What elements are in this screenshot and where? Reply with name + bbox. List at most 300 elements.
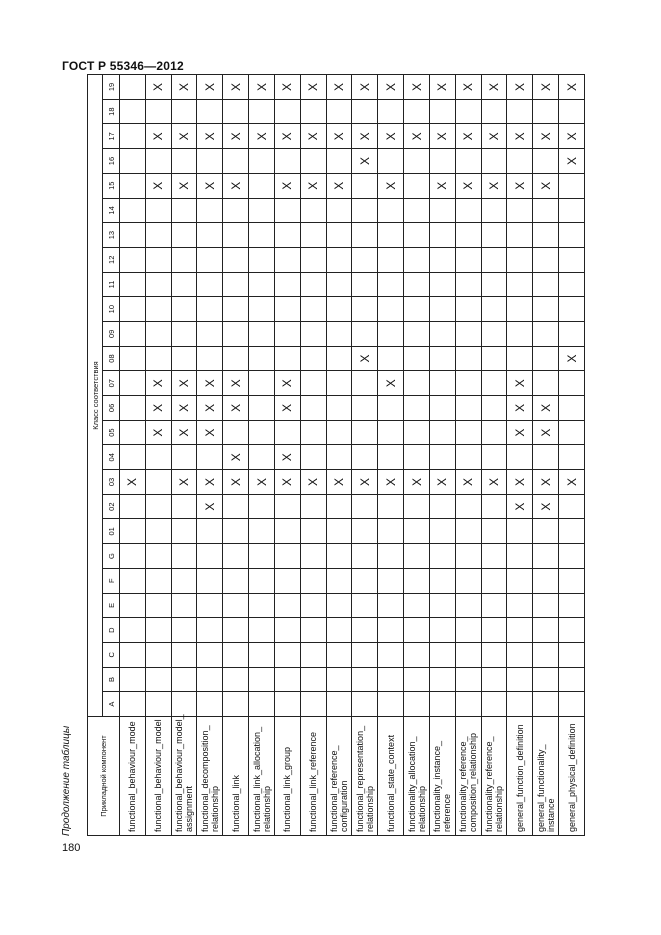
compliance-cell-13: [197, 223, 223, 248]
compliance-cell-09: [481, 322, 507, 347]
compliance-cell-19: [429, 75, 455, 100]
compliance-cell-12: [559, 247, 585, 272]
compliance-cell-A: [171, 692, 197, 717]
compliance-mark: X: [332, 82, 347, 91]
compliance-cell-12: [145, 247, 171, 272]
compliance-cell-E: [404, 593, 430, 618]
compliance-cell-G: [249, 544, 275, 569]
compliance-cell-07: [404, 371, 430, 396]
compliance-cell-14: [300, 198, 326, 223]
compliance-cell-04: [429, 445, 455, 470]
compliance-cell-04: [378, 445, 404, 470]
compliance-cell-03: [507, 470, 533, 495]
compliance-cell-07: [326, 371, 352, 396]
compliance-cell-04: [274, 445, 300, 470]
compliance-cell-B: [197, 667, 223, 692]
compliance-cell-E: [145, 593, 171, 618]
compliance-mark: X: [564, 82, 579, 91]
column-header-18: 18: [103, 99, 120, 124]
compliance-cell-10: [533, 297, 559, 322]
compliance-cell-G: [455, 544, 481, 569]
compliance-cell-13: [145, 223, 171, 248]
compliance-cell-08: [274, 346, 300, 371]
compliance-mark: X: [228, 477, 243, 486]
compliance-cell-02: [378, 494, 404, 519]
compliance-cell-04: [326, 445, 352, 470]
compliance-cell-19: [274, 75, 300, 100]
compliance-cell-12: [352, 247, 378, 272]
compliance-cell-02: [404, 494, 430, 519]
column-header-07: 07: [103, 371, 120, 396]
column-header-F: F: [103, 568, 120, 593]
compliance-cell-07: [507, 371, 533, 396]
compliance-cell-05: [145, 420, 171, 445]
compliance-cell-07: [300, 371, 326, 396]
table-row: [223, 75, 249, 836]
compliance-cell-01: [300, 519, 326, 544]
compliance-cell-D: [223, 618, 249, 643]
compliance-cell-F: [455, 568, 481, 593]
compliance-cell-08: [559, 346, 585, 371]
compliance-cell-17: [481, 124, 507, 149]
compliance-cell-C: [171, 642, 197, 667]
compliance-cell-19: [300, 75, 326, 100]
compliance-mark: X: [151, 82, 166, 91]
compliance-cell-05: [533, 420, 559, 445]
compliance-cell-14: [507, 198, 533, 223]
compliance-cell-G: [300, 544, 326, 569]
compliance-mark: X: [357, 132, 372, 141]
compliance-mark: X: [383, 379, 398, 388]
compliance-cell-F: [533, 568, 559, 593]
table-row: [145, 75, 171, 836]
compliance-cell-19: [197, 75, 223, 100]
compliance-cell-E: [352, 593, 378, 618]
compliance-cell-18: [507, 99, 533, 124]
compliance-cell-C: [533, 642, 559, 667]
compliance-mark: X: [125, 477, 140, 486]
compliance-cell-17: [352, 124, 378, 149]
compliance-cell-01: [120, 519, 146, 544]
compliance-cell-03: [429, 470, 455, 495]
compliance-cell-19: [120, 75, 146, 100]
compliance-mark: X: [512, 379, 527, 388]
column-header-01: 01: [103, 519, 120, 544]
compliance-cell-A: [533, 692, 559, 717]
compliance-cell-03: [171, 470, 197, 495]
compliance-cell-11: [481, 272, 507, 297]
compliance-cell-17: [249, 124, 275, 149]
compliance-cell-16: [197, 149, 223, 174]
compliance-mark: X: [228, 82, 243, 91]
compliance-mark: X: [512, 428, 527, 437]
table-row: [481, 75, 507, 836]
compliance-cell-03: [352, 470, 378, 495]
compliance-cell-D: [145, 618, 171, 643]
compliance-cell-18: [455, 99, 481, 124]
compliance-cell-09: [404, 322, 430, 347]
compliance-cell-01: [274, 519, 300, 544]
compliance-cell-18: [404, 99, 430, 124]
compliance-cell-07: [378, 371, 404, 396]
compliance-cell-16: [326, 149, 352, 174]
compliance-cell-14: [455, 198, 481, 223]
compliance-mark: X: [254, 132, 269, 141]
compliance-cell-A: [274, 692, 300, 717]
column-header-B: B: [103, 667, 120, 692]
compliance-cell-09: [455, 322, 481, 347]
compliance-cell-14: [404, 198, 430, 223]
compliance-cell-02: [455, 494, 481, 519]
compliance-mark: X: [306, 132, 321, 141]
compliance-cell-01: [455, 519, 481, 544]
compliance-cell-E: [481, 593, 507, 618]
table-row: [300, 75, 326, 836]
compliance-cell-15: [533, 173, 559, 198]
compliance-cell-15: [481, 173, 507, 198]
compliance-cell-06: [274, 396, 300, 421]
compliance-cell-06: [223, 396, 249, 421]
compliance-cell-03: [559, 470, 585, 495]
compliance-cell-06: [455, 396, 481, 421]
table-row: [120, 75, 146, 836]
compliance-cell-08: [326, 346, 352, 371]
compliance-cell-03: [455, 470, 481, 495]
compliance-cell-03: [300, 470, 326, 495]
compliance-cell-04: [145, 445, 171, 470]
compliance-cell-19: [223, 75, 249, 100]
compliance-cell-18: [120, 99, 146, 124]
compliance-cell-10: [249, 297, 275, 322]
compliance-mark: X: [177, 379, 192, 388]
compliance-cell-10: [352, 297, 378, 322]
compliance-cell-E: [197, 593, 223, 618]
compliance-cell-08: [223, 346, 249, 371]
compliance-cell-11: [378, 272, 404, 297]
compliance-cell-14: [559, 198, 585, 223]
table-row: [378, 75, 404, 836]
compliance-mark: X: [332, 477, 347, 486]
compliance-cell-12: [223, 247, 249, 272]
compliance-cell-13: [249, 223, 275, 248]
compliance-cell-09: [507, 322, 533, 347]
component-name: functional_link: [223, 717, 249, 836]
compliance-cell-12: [197, 247, 223, 272]
compliance-mark: X: [461, 181, 476, 190]
compliance-cell-02: [223, 494, 249, 519]
compliance-cell-F: [559, 568, 585, 593]
compliance-cell-01: [145, 519, 171, 544]
compliance-cell-02: [145, 494, 171, 519]
compliance-cell-12: [507, 247, 533, 272]
compliance-cell-E: [559, 593, 585, 618]
compliance-cell-02: [120, 494, 146, 519]
compliance-cell-15: [378, 173, 404, 198]
compliance-cell-B: [300, 667, 326, 692]
document-title: ГОСТ Р 55346—2012: [62, 59, 184, 73]
column-header-14: 14: [103, 198, 120, 223]
compliance-mark: X: [202, 132, 217, 141]
compliance-mark: X: [177, 477, 192, 486]
component-name: functional_behaviour_model: [145, 717, 171, 836]
compliance-mark: X: [538, 502, 553, 511]
compliance-cell-04: [533, 445, 559, 470]
compliance-cell-04: [559, 445, 585, 470]
compliance-mark: X: [151, 403, 166, 412]
compliance-cell-19: [378, 75, 404, 100]
compliance-mark: X: [512, 181, 527, 190]
compliance-cell-12: [326, 247, 352, 272]
compliance-mark: X: [357, 354, 372, 363]
compliance-cell-C: [223, 642, 249, 667]
compliance-mark: X: [202, 502, 217, 511]
compliance-cell-E: [429, 593, 455, 618]
compliance-cell-06: [352, 396, 378, 421]
table-row: [171, 75, 197, 836]
page-number: 180: [62, 842, 81, 854]
rotated-table-wrapper: [87, 82, 585, 836]
compliance-cell-B: [507, 667, 533, 692]
compliance-cell-A: [429, 692, 455, 717]
compliance-cell-14: [481, 198, 507, 223]
compliance-cell-18: [274, 99, 300, 124]
compliance-mark: X: [202, 181, 217, 190]
compliance-cell-11: [249, 272, 275, 297]
compliance-cell-11: [120, 272, 146, 297]
compliance-cell-04: [300, 445, 326, 470]
compliance-cell-A: [404, 692, 430, 717]
compliance-mark: X: [177, 82, 192, 91]
table-row: [249, 75, 275, 836]
compliance-cell-13: [171, 223, 197, 248]
compliance-cell-D: [300, 618, 326, 643]
compliance-cell-C: [274, 642, 300, 667]
compliance-cell-17: [378, 124, 404, 149]
compliance-cell-16: [455, 149, 481, 174]
compliance-cell-F: [249, 568, 275, 593]
compliance-mark: X: [228, 453, 243, 462]
compliance-cell-17: [533, 124, 559, 149]
compliance-cell-06: [326, 396, 352, 421]
compliance-cell-A: [455, 692, 481, 717]
column-header-C: C: [103, 642, 120, 667]
table-continuation-caption: Продолжение таблицы: [61, 725, 72, 836]
compliance-cell-06: [559, 396, 585, 421]
compliance-cell-14: [429, 198, 455, 223]
compliance-cell-D: [507, 618, 533, 643]
compliance-cell-02: [352, 494, 378, 519]
compliance-mark: X: [306, 477, 321, 486]
compliance-cell-13: [378, 223, 404, 248]
compliance-mark: X: [487, 181, 501, 190]
compliance-mark: X: [202, 379, 217, 388]
compliance-cell-13: [223, 223, 249, 248]
compliance-cell-11: [171, 272, 197, 297]
compliance-cell-16: [352, 149, 378, 174]
compliance-cell-19: [533, 75, 559, 100]
compliance-cell-11: [429, 272, 455, 297]
compliance-cell-03: [378, 470, 404, 495]
compliance-cell-08: [249, 346, 275, 371]
compliance-cell-10: [145, 297, 171, 322]
compliance-cell-17: [223, 124, 249, 149]
compliance-cell-02: [533, 494, 559, 519]
compliance-cell-16: [533, 149, 559, 174]
compliance-cell-02: [507, 494, 533, 519]
compliance-cell-09: [326, 322, 352, 347]
compliance-cell-15: [300, 173, 326, 198]
compliance-cell-18: [559, 99, 585, 124]
compliance-cell-F: [145, 568, 171, 593]
compliance-cell-F: [326, 568, 352, 593]
compliance-cell-15: [326, 173, 352, 198]
compliance-cell-13: [481, 223, 507, 248]
compliance-cell-03: [533, 470, 559, 495]
compliance-mark: X: [435, 181, 450, 190]
compliance-cell-B: [404, 667, 430, 692]
compliance-cell-16: [507, 149, 533, 174]
compliance-cell-A: [378, 692, 404, 717]
compliance-cell-A: [559, 692, 585, 717]
compliance-mark: X: [228, 181, 243, 190]
compliance-cell-02: [197, 494, 223, 519]
compliance-cell-17: [455, 124, 481, 149]
compliance-cell-E: [507, 593, 533, 618]
compliance-cell-C: [559, 642, 585, 667]
compliance-cell-14: [352, 198, 378, 223]
compliance-cell-02: [274, 494, 300, 519]
compliance-cell-17: [429, 124, 455, 149]
column-header-05: 05: [103, 420, 120, 445]
compliance-cell-04: [507, 445, 533, 470]
compliance-mark: X: [409, 82, 424, 91]
compliance-cell-13: [300, 223, 326, 248]
compliance-cell-19: [171, 75, 197, 100]
compliance-mark: X: [228, 132, 243, 141]
compliance-cell-05: [507, 420, 533, 445]
compliance-cell-10: [326, 297, 352, 322]
compliance-cell-01: [197, 519, 223, 544]
compliance-cell-18: [223, 99, 249, 124]
compliance-cell-06: [507, 396, 533, 421]
compliance-cell-G: [378, 544, 404, 569]
compliance-cell-G: [507, 544, 533, 569]
compliance-cell-09: [429, 322, 455, 347]
compliance-cell-16: [120, 149, 146, 174]
compliance-cell-11: [274, 272, 300, 297]
compliance-cell-A: [481, 692, 507, 717]
compliance-cell-14: [378, 198, 404, 223]
compliance-cell-13: [507, 223, 533, 248]
compliance-cell-13: [404, 223, 430, 248]
compliance-cell-03: [197, 470, 223, 495]
compliance-cell-16: [145, 149, 171, 174]
compliance-cell-04: [171, 445, 197, 470]
compliance-cell-G: [559, 544, 585, 569]
compliance-cell-A: [120, 692, 146, 717]
compliance-mark: X: [383, 477, 398, 486]
compliance-cell-17: [197, 124, 223, 149]
compliance-mark: X: [487, 477, 501, 486]
compliance-cell-04: [120, 445, 146, 470]
compliance-cell-05: [378, 420, 404, 445]
compliance-cell-16: [300, 149, 326, 174]
compliance-cell-A: [145, 692, 171, 717]
compliance-cell-13: [274, 223, 300, 248]
compliance-cell-12: [249, 247, 275, 272]
component-name: functional_link_group: [274, 717, 300, 836]
compliance-cell-09: [300, 322, 326, 347]
table-row: [559, 75, 585, 836]
compliance-cell-E: [533, 593, 559, 618]
compliance-cell-01: [533, 519, 559, 544]
compliance-cell-10: [429, 297, 455, 322]
compliance-cell-04: [481, 445, 507, 470]
compliance-mark: X: [383, 181, 398, 190]
compliance-cell-A: [352, 692, 378, 717]
compliance-cell-15: [559, 173, 585, 198]
compliance-cell-C: [455, 642, 481, 667]
compliance-cell-01: [507, 519, 533, 544]
compliance-cell-08: [300, 346, 326, 371]
compliance-cell-01: [326, 519, 352, 544]
compliance-mark: X: [538, 403, 553, 412]
compliance-cell-12: [120, 247, 146, 272]
compliance-cell-06: [197, 396, 223, 421]
compliance-cell-10: [455, 297, 481, 322]
compliance-cell-15: [455, 173, 481, 198]
compliance-cell-D: [352, 618, 378, 643]
compliance-cell-08: [481, 346, 507, 371]
compliance-cell-F: [507, 568, 533, 593]
compliance-cell-A: [507, 692, 533, 717]
compliance-cell-12: [378, 247, 404, 272]
compliance-cell-B: [481, 667, 507, 692]
compliance-cell-03: [404, 470, 430, 495]
compliance-cell-06: [171, 396, 197, 421]
column-header-13: 13: [103, 223, 120, 248]
compliance-mark: X: [435, 477, 450, 486]
compliance-cell-10: [171, 297, 197, 322]
compliance-cell-19: [455, 75, 481, 100]
compliance-cell-04: [352, 445, 378, 470]
compliance-cell-12: [455, 247, 481, 272]
compliance-cell-15: [145, 173, 171, 198]
compliance-cell-18: [249, 99, 275, 124]
compliance-cell-17: [326, 124, 352, 149]
compliance-cell-02: [171, 494, 197, 519]
compliance-cell-18: [533, 99, 559, 124]
compliance-cell-15: [507, 173, 533, 198]
compliance-cell-G: [223, 544, 249, 569]
compliance-cell-09: [197, 322, 223, 347]
compliance-cell-10: [481, 297, 507, 322]
compliance-cell-D: [378, 618, 404, 643]
compliance-cell-15: [274, 173, 300, 198]
compliance-mark: X: [357, 82, 372, 91]
column-header-17: 17: [103, 124, 120, 149]
compliance-cell-D: [559, 618, 585, 643]
compliance-cell-B: [249, 667, 275, 692]
component-name: functional_decomposition_ relationship: [197, 717, 223, 836]
compliance-cell-18: [429, 99, 455, 124]
compliance-cell-02: [249, 494, 275, 519]
compliance-cell-06: [404, 396, 430, 421]
compliance-cell-B: [223, 667, 249, 692]
compliance-cell-13: [559, 223, 585, 248]
compliance-cell-05: [429, 420, 455, 445]
compliance-cell-D: [455, 618, 481, 643]
